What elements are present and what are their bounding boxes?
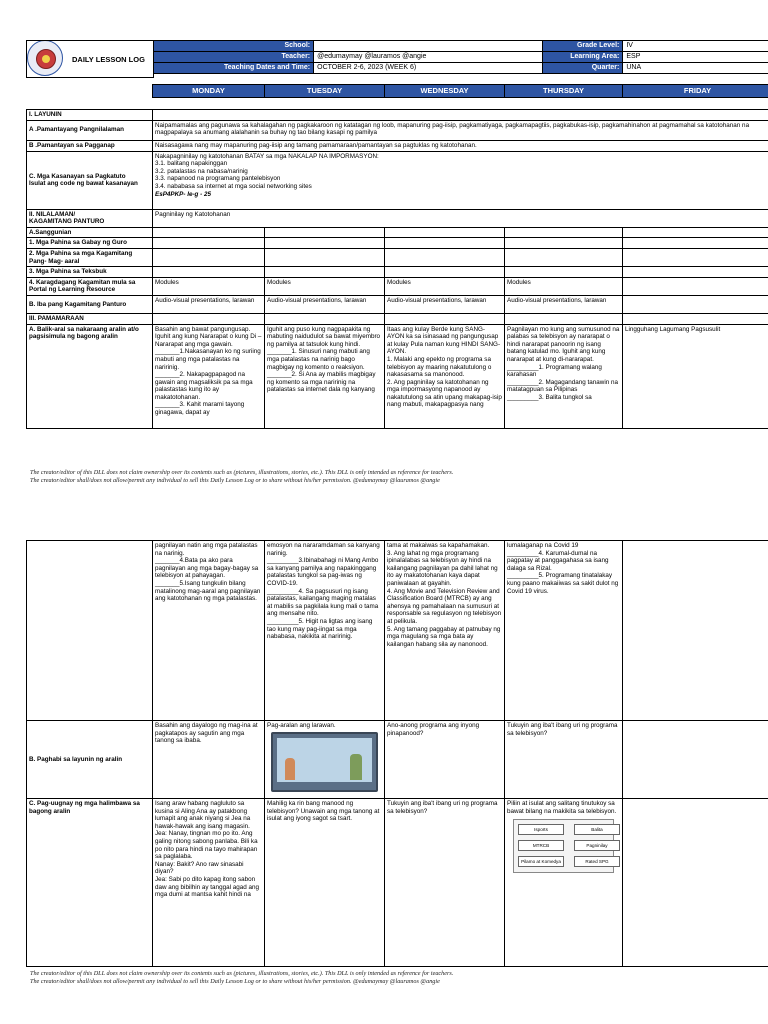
lr-monday: Modules (153, 277, 265, 295)
page-title: DAILY LESSON LOG (27, 41, 154, 78)
diagram-box: Pagninilay (574, 840, 620, 851)
footer-line-2: The creator/editor shall/does not allow/permit any individual to sell this Daily Lesson Log or to share without his/her permission. @edumaymay @lauramos @angie (30, 477, 440, 484)
pag-uugnay-wednesday: Tukuyin ang iba't ibang uri ng programa sa telebisyon? (385, 799, 505, 967)
tv-program-types-diagram (513, 819, 614, 873)
paghabi-monday: Basahin ang dayalogo ng mag-ina at pagkatapos ay sagutin ang mga tanong sa ibaba. (153, 721, 265, 799)
continued-label (27, 541, 153, 721)
area-label: Learning Area: (543, 52, 623, 63)
balik-aral-tuesday: Iguhit ang puso kung nagpapakita ng mabuting naidudulot sa bawat miyembro ng pamilya at tatsulok kung hindi. _______1. Sinusuri nang mabuti ang mga patalastas na narinig bago magbigay ng komento o reaksiyon. _______2. Si Ana ay mabilis magbigay ng komento sa mga naririnig na patalastas sa internet dala ng kanyang (265, 324, 385, 428)
balik-aral-monday: Basahin ang bawat pangungusap. Iguhit ang kung Nararapat o kung Di – Nararapat ang mga gawain. _______1.Nakasanayan ko ng suriing mabuti ang mga patalastas na naririnig. _______2. Nakapagpapagod na gawain ang magsaliksik pa sa mga palastastas kung ito ay makatotohanan. _______3. Kahit marami tayong ginagawa, dapat ay (153, 324, 265, 428)
paghabi-tuesday: Pag-aralan ang larawan. (267, 722, 336, 729)
balik-aral-wednesday: Itaas ang kulay Berde kung SANG-AYON ka sa isinasaad ng pangungusap at kulay Pula naman kung HINDI SANG-AYON. 1. Malaki ang epekto ng programa sa telebisyon ay maaring nakatutulong o nakasasama sa manonood. 2. Ang pagninilay sa katotohanan ng mga impormasyong napanood ay nakatutulong sa atin upang makapag-isip nang mabuti, makapagpasya nang (385, 324, 505, 428)
paghabi-thursday: Tukuyin ang iba't ibang uri ng programa sa telebisyon? (505, 721, 623, 799)
quarter-value: UNA (623, 63, 768, 74)
cont-monday: pagnilayan natin ang mga patalastas na narinig. _______4.Bata pa ako para pagnilayan ang mga bagay-bagay sa telebisyon at pahayagan. _______5.Isang tungkulin bilang matalinong mag-aaral ang pagnilayan ang katotohanan ng mga patalastas. (153, 541, 265, 721)
day-header-tuesday: TUESDAY (265, 85, 385, 98)
diagram-box: Isports (518, 824, 564, 835)
pag-uugnay-friday (623, 799, 768, 967)
footer2-line-1: The creator/editor of this DLL does not claim ownership over its contents such as (pictures, illustrations, stories, etc.). This DLL is only intended as reference for teachers. (30, 970, 454, 977)
iba-thursday: Audio-visual presentations, larawan (505, 295, 623, 313)
lr-thursday: Modules (505, 277, 623, 295)
iba-tuesday: Audio-visual presentations, larawan (265, 295, 385, 313)
footer2-line-2: The creator/editor shall/does not allow/permit any individual to sell this Daily Lesson Log or to share without his/her permission. @edumaymay @lauramos @angie (30, 978, 440, 985)
pamantayang-pangnilalaman-label: A .Pamantayang Pangnilalaman (27, 120, 153, 140)
nilalaman-text: Pagninilay ng Katotohanan (153, 209, 768, 227)
pamantayang-pangnilalaman-text: Naipamamalas ang pagunawa sa kahalagahan ng pagkakaroon ng katatagan ng loob, mapanuring pag-iisip, pagkamatiyaga, pagkamapagtiis, pagkabukas-isip, pagkamahinahon at pagmamahal sa katotohanan na magpapalaya sa anumang alalahanin sa buhay ng tao bilang kasapi ng pamilya (153, 120, 768, 140)
lr-tuesday: Modules (265, 277, 385, 295)
kagamitang-mag-aaral-label: 2. Mga Pahina sa mga Kagamitang Pang- Mag- aaral (27, 248, 153, 266)
kasanayan-text: Nakapagninilay ng katotohanan BATAY sa mga NAKALAP NA IMPORMASYON: 3.1. balitang napakinggan 3.2. patalastas na nabasa/narinig 3.3. napanood na programang pantelebisyon 3.4. nababasa sa internet at mga social networking sites (155, 152, 379, 190)
header-table (26, 40, 768, 78)
day-header-friday: FRIDAY (623, 85, 768, 98)
cont-wednesday: tama at makaiwas sa kapahamakan. 3. Ang lahat ng mga programang ipinalalabas sa telebisyon ay hindi na kailangang pagnilayan pa dahil lahat ng ito ay makatotohanan kaya dapat paniwalaan at gayahin. 4. Ang Movie and Television Review and Classification Board (MTRCB) ay ang ahensya ng pamahalaan na sumusuri at responsable sa regulasyon ng telebisyon at pelikula. 5. Ang tamang paggabay at patnubay ng mga magulang sa mga bata ay kailangan habang sila ay nanonood. (385, 541, 505, 721)
cont-thursday: lumalaganap na Covid 19 _________4. Karumal-dumal na pagpatay at panggagahasa sa isang dalaga sa Rizal. _________5. Programang tinatalakay kung paano makaiiwas sa sakit dulot ng Covid 19 virus. (505, 541, 623, 721)
balik-aral-friday: Lingguhang Lagumang Pagsusulit (623, 324, 768, 428)
teacher-value: @edumaymay @lauramos @angie (314, 52, 543, 63)
balik-aral-thursday: Pagnilayan mo kung ang sumusunod na palabas sa telebisyon ay nararapat o hindi nararapat panoorin ng isang batang katulad mo. Iguhit ang kung nararapat at kung di-nararapat. _________1. Programang walang karahasan _________2. Magagandang tanawin na matatagpuan sa Pilipinas _________3. Balita tungkol sa (505, 324, 623, 428)
dates-label: Teaching Dates and Time: (153, 63, 314, 74)
pag-uugnay-monday: Isang araw habang nagluluto sa kusina si Aling Ana ay patakbong lumapit ang anak niyang si Jea na hawak-hawak ang isang magasin. Jea: Nanay, tingnan mo po ito. Ang galing nitong sabong panlaba. Bili ka po nito para hindi na tayo mahirapan sa paglalaba. Nanay: Bakit? Ano raw sinasabi diyan? Jea: Sabi po dito kapag itong sabon daw ang bibilhin ay tanggal agad ang mga dumi at mantsa kahit hindi na (153, 799, 265, 967)
balik-aral-label: A. Balik-aral sa nakaraang aralin at/o pagsisimula ng bagong aralin (27, 324, 153, 428)
paghabi-label: B. Paghabi sa layunin ng aralin (27, 721, 153, 799)
gabay-guro-label: 1. Mga Pahina sa Gabay ng Guro (27, 238, 153, 249)
dates-value: OCTOBER 2-6, 2023 (WEEK 6) (314, 63, 543, 74)
section-layunin: I. LAYUNIN (27, 110, 153, 121)
iba-pang-kagamitan-label: B. Iba pang Kagamitang Panturo (27, 295, 153, 313)
iba-monday: Audio-visual presentations, larawan (153, 295, 265, 313)
sanggunian-label: A.Sanggunian (27, 227, 153, 238)
learning-resource-label: 4. Karagdagang Kagamitan mula sa Portal ng Learning Resource (27, 277, 153, 295)
kasanayan-label: C. Mga Kasanayan sa Pagkatuto Isulat ang code ng bawat kasanayan (27, 151, 153, 209)
cont-friday (623, 541, 768, 721)
paghabi-wednesday: Ano-anong programa ang inyong pinapanood? (385, 721, 505, 799)
diagram-box: Rated SPG (574, 856, 620, 867)
lr-friday (623, 277, 768, 295)
grade-label: Grade Level: (543, 41, 623, 52)
pamantayan-sa-pagganap-label: B .Pamantayan sa Pagganap (27, 140, 153, 151)
teacher-label: Teacher: (153, 52, 314, 63)
iba-wednesday: Audio-visual presentations, larawan (385, 295, 505, 313)
lesson-table-page2 (26, 540, 768, 967)
section-pamamaraan: III. PAMAMARAAN (27, 313, 153, 324)
pag-uugnay-label: C. Pag-uugnay ng mga halimbawa sa bagong aralin (27, 799, 153, 967)
quarter-label: Quarter: (543, 63, 623, 74)
diagram-box: MTRCB (518, 840, 564, 851)
nilalaman-label: II. NILALAMAN/ KAGAMITANG PANTURO (27, 209, 153, 227)
cont-tuesday: emosyon na nararamdaman sa kanyang narinig. _________3.Ibinabahagi ni Mang Ambo sa kanyang pamilya ang napakinggang patalastas tungkol sa pag-iwas ng COVID-19. _________4. Sa pagsusuri ng isang patalastas, kailangang maging matalas at mabilis sa pagkilala kung mali o tama ang mensahe nito. _________5. Higit na ligtas ang isang tao kung may pag-iingat sa mga nababasa, nakikita at naririnig. (265, 541, 385, 721)
footer-line-1: The creator/editor of this DLL does not claim ownership over its contents such as (pictures, illustrations, stories, etc.). This DLL is only intended as reference for teachers. (30, 469, 454, 476)
school-label: School: (153, 41, 314, 52)
school-value (314, 41, 543, 52)
pag-uugnay-tuesday: Mahilig ka rin bang manood ng telebisyon? Unawain ang mga tanong at isulat ang iyong sagot sa tsart. (265, 799, 385, 967)
diagram-box: Balita (574, 824, 620, 835)
lesson-table-page1 (26, 84, 768, 429)
diagram-box: Pilamo at Komedya (518, 856, 564, 867)
day-header-monday: MONDAY (153, 85, 265, 98)
pamantayan-sa-pagganap-text: Naisasagawa nang may mapanuring pag-iisip ang tamang pamamaraan/pamantayan sa pagtuklas ng katotohanan. (153, 140, 768, 151)
lr-wednesday: Modules (385, 277, 505, 295)
paghabi-friday (623, 721, 768, 799)
area-value: ESP (623, 52, 768, 63)
teksbuk-label: 3. Mga Pahina sa Teksbuk (27, 267, 153, 278)
day-header-thursday: THURSDAY (505, 85, 623, 98)
pag-uugnay-thursday: Piliin at isulat ang salitang tinutukoy sa bawat bilang na makikita sa telebisyon. (507, 800, 617, 815)
grade-value: IV (623, 41, 768, 52)
day-header-wednesday: WEDNESDAY (385, 85, 505, 98)
iba-friday (623, 295, 768, 313)
family-watching-tv-illustration (271, 732, 378, 792)
kasanayan-code: EsP4PKP- Ie-g - 25 (155, 190, 211, 198)
